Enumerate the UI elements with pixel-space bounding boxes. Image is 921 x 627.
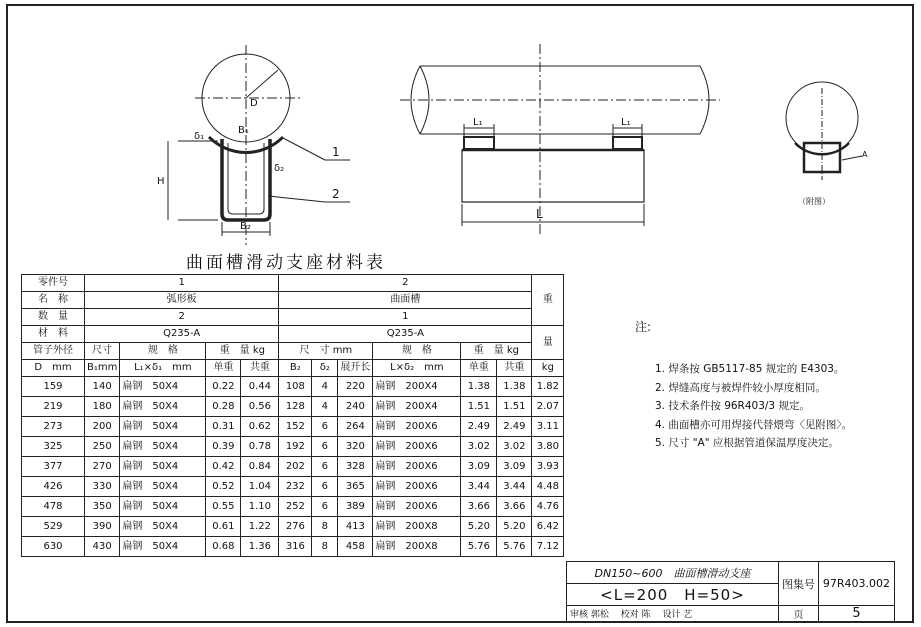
table-cell: 3.02 [497, 437, 532, 457]
table-cell: 1.38 [461, 377, 497, 397]
table-cell: 8 [312, 537, 338, 557]
table-cell: 5.76 [461, 537, 497, 557]
cell: D mm [22, 360, 85, 377]
table-cell: 3.09 [461, 457, 497, 477]
table-cell: 扁钢 200X6 [373, 477, 461, 497]
table-cell: 5.20 [497, 517, 532, 537]
table-cell: 3.44 [461, 477, 497, 497]
cell: 管子外径 [22, 343, 85, 360]
table-cell: 389 [338, 497, 373, 517]
label-L1-left: L₁ [473, 117, 483, 128]
table-cell: 0.52 [206, 477, 241, 497]
table-cell: 扁钢 200X6 [373, 437, 461, 457]
cell: 名 称 [22, 292, 85, 309]
table-cell: 4.76 [532, 497, 564, 517]
table-cell: 276 [279, 517, 312, 537]
label-H: H [157, 176, 165, 187]
cell: 零件号 [22, 275, 85, 292]
table-cell: 扁钢 200X6 [373, 417, 461, 437]
table-cell: 0.55 [206, 497, 241, 517]
table-cell: 扁钢 50X4 [120, 437, 206, 457]
table-cell: 202 [279, 457, 312, 477]
notes-title: 注: [635, 320, 652, 334]
header-row-name [22, 292, 564, 309]
cell: 共重 [497, 360, 532, 377]
table-cell: 180 [85, 397, 120, 417]
table-cell: 1.51 [461, 397, 497, 417]
table-cell: 0.28 [206, 397, 241, 417]
table-row [22, 437, 564, 457]
page-number: 5 [819, 606, 895, 622]
table-cell: 扁钢 50X4 [120, 477, 206, 497]
material-table [21, 274, 564, 557]
drawing-name: DN150~600 曲面槽滑动支座 [567, 562, 779, 584]
table-row [22, 417, 564, 437]
table-cell: 扁钢 50X4 [120, 537, 206, 557]
table-cell: 529 [22, 517, 85, 537]
table-cell: 0.78 [241, 437, 279, 457]
callout-2: 2 [332, 187, 340, 201]
table-cell: 152 [279, 417, 312, 437]
note-item: 4. 曲面槽亦可用焊接代替煨弯〈见附图〉。 [655, 418, 853, 431]
cell: L×δ₂ mm [373, 360, 461, 377]
cell: Q235-A [85, 326, 279, 343]
cell: 尺 寸 mm [279, 343, 373, 360]
label-delta2: δ₂ [274, 163, 285, 174]
cell: 重 [532, 275, 564, 326]
table-cell: 1.22 [241, 517, 279, 537]
table-cell: 140 [85, 377, 120, 397]
table-cell: 1.10 [241, 497, 279, 517]
table-row [22, 397, 564, 417]
cell: δ₂ [312, 360, 338, 377]
cell: kg [532, 360, 564, 377]
table-cell: 4 [312, 377, 338, 397]
table-cell: 8 [312, 517, 338, 537]
table-cell: 426 [22, 477, 85, 497]
table-cell: 0.44 [241, 377, 279, 397]
callout-1: 1 [332, 145, 340, 159]
cell: 单重 [461, 360, 497, 377]
table-cell: 630 [22, 537, 85, 557]
label-B1: B₁ [238, 125, 249, 136]
cell: 规 格 [120, 343, 206, 360]
table-cell: 3.93 [532, 457, 564, 477]
table-cell: 0.84 [241, 457, 279, 477]
table-cell: 128 [279, 397, 312, 417]
table-cell: 扁钢 50X4 [120, 397, 206, 417]
table-cell: 240 [338, 397, 373, 417]
notes-list [655, 360, 852, 453]
table-row [22, 537, 564, 557]
header-row-qty [22, 309, 564, 326]
table-cell: 1.36 [241, 537, 279, 557]
note-item: 3. 技术条件按 96R403/3 规定。 [655, 400, 810, 413]
label-D: D [250, 98, 258, 109]
table-cell: 扁钢 50X4 [120, 457, 206, 477]
table-cell: 扁钢 50X4 [120, 497, 206, 517]
cell: 单重 [206, 360, 241, 377]
appendix-label: （附图） [798, 197, 830, 206]
table-cell: 273 [22, 417, 85, 437]
table-cell: 0.39 [206, 437, 241, 457]
table-cell: 232 [279, 477, 312, 497]
table-cell: 扁钢 50X4 [120, 517, 206, 537]
table-cell: 328 [338, 457, 373, 477]
table-cell: 6 [312, 477, 338, 497]
cell: 曲面槽 [279, 292, 532, 309]
table-cell: 6 [312, 457, 338, 477]
cell: 材 料 [22, 326, 85, 343]
table-cell: 0.22 [206, 377, 241, 397]
table-cell: 5.76 [497, 537, 532, 557]
cell: 弧形板 [85, 292, 279, 309]
cell: 展开长 [338, 360, 373, 377]
table-cell: 1.82 [532, 377, 564, 397]
cell: 尺寸 [85, 343, 120, 360]
table-cell: 4 [312, 397, 338, 417]
cell: 重 量 kg [461, 343, 532, 360]
elevation-view [400, 44, 720, 236]
label-delta1: δ₁ [194, 131, 205, 142]
table-cell: 192 [279, 437, 312, 457]
header-row-part-no [22, 275, 564, 292]
cell: L₁×δ₁ mm [120, 360, 206, 377]
signature-row: 审核 郭松 校对 陈 设计 艺 [567, 606, 779, 622]
page-label: 页 [779, 606, 819, 622]
cell: 2 [85, 309, 279, 326]
cell: 数 量 [22, 309, 85, 326]
header-row-groups [22, 343, 564, 360]
table-cell: 5.20 [461, 517, 497, 537]
cell: 1 [279, 309, 532, 326]
atlas-number: 97R403.002 [819, 562, 895, 606]
cell: 规 格 [373, 343, 461, 360]
table-cell: 365 [338, 477, 373, 497]
table-cell: 270 [85, 457, 120, 477]
table-cell: 3.09 [497, 457, 532, 477]
table-row [22, 377, 564, 397]
header-row-material [22, 326, 564, 343]
drawing-params: <L=200 H=50> [567, 584, 779, 606]
table-cell: 6 [312, 497, 338, 517]
table-cell: 扁钢 200X6 [373, 497, 461, 517]
table-cell: 108 [279, 377, 312, 397]
cell: 量 [532, 326, 564, 360]
table-cell: 219 [22, 397, 85, 417]
table-cell: 扁钢 200X6 [373, 457, 461, 477]
table-cell: 0.62 [241, 417, 279, 437]
table-cell: 264 [338, 417, 373, 437]
label-L1-right: L₁ [621, 117, 631, 128]
table-cell: 2.49 [461, 417, 497, 437]
label-L: L [536, 207, 543, 221]
cell: 2 [279, 275, 532, 292]
table-cell: 6.42 [532, 517, 564, 537]
note-item: 2. 焊缝高度与被焊件较小厚度相同。 [655, 381, 826, 394]
appendix-view [786, 82, 862, 180]
table-cell: 0.42 [206, 457, 241, 477]
table-row [22, 517, 564, 537]
table-cell: 252 [279, 497, 312, 517]
table-cell: 0.61 [206, 517, 241, 537]
table-cell: 3.66 [497, 497, 532, 517]
table-cell: 6 [312, 437, 338, 457]
cell: B₂ [279, 360, 312, 377]
table-cell: 350 [85, 497, 120, 517]
table-cell: 413 [338, 517, 373, 537]
cell: Q235-A [279, 326, 532, 343]
table-cell: 7.12 [532, 537, 564, 557]
table-cell: 1.51 [497, 397, 532, 417]
table-cell: 扁钢 50X4 [120, 417, 206, 437]
table-cell: 330 [85, 477, 120, 497]
cell: 1 [85, 275, 279, 292]
table-cell: 320 [338, 437, 373, 457]
table-cell: 478 [22, 497, 85, 517]
table-cell: 200 [85, 417, 120, 437]
table-cell: 0.56 [241, 397, 279, 417]
header-row-units [22, 360, 564, 377]
cell: 共重 [241, 360, 279, 377]
table-cell: 3.80 [532, 437, 564, 457]
table-cell: 325 [22, 437, 85, 457]
table-cell: 390 [85, 517, 120, 537]
table-cell: 3.11 [532, 417, 564, 437]
table-row [22, 477, 564, 497]
table-title: 曲面槽滑动支座材料表 [186, 253, 386, 273]
note-item: 1. 焊条按 GB5117-85 规定的 E4303。 [655, 363, 845, 375]
table-cell: 3.02 [461, 437, 497, 457]
table-cell: 430 [85, 537, 120, 557]
table-cell: 0.31 [206, 417, 241, 437]
section-view [168, 45, 350, 245]
table-cell: 2.49 [497, 417, 532, 437]
note-item: 5. 尺寸 "A" 应根据管道保温厚度决定。 [655, 437, 839, 450]
table-cell: 扁钢 200X8 [373, 517, 461, 537]
label-B2: B₂ [240, 221, 251, 232]
table-cell: 扁钢 200X8 [373, 537, 461, 557]
table-cell: 扁钢 200X4 [373, 377, 461, 397]
table-cell: 458 [338, 537, 373, 557]
label-A: A [862, 150, 868, 159]
table-cell: 1.04 [241, 477, 279, 497]
title-block [566, 561, 895, 622]
table-cell: 220 [338, 377, 373, 397]
table-row [22, 457, 564, 477]
cell: B₁mm [85, 360, 120, 377]
table-cell: 2.07 [532, 397, 564, 417]
table-row [22, 497, 564, 517]
table-cell: 250 [85, 437, 120, 457]
table-cell: 1.38 [497, 377, 532, 397]
table-cell: 6 [312, 417, 338, 437]
table-cell: 159 [22, 377, 85, 397]
table-body [22, 377, 564, 557]
table-cell: 316 [279, 537, 312, 557]
cell: 重 量 kg [206, 343, 279, 360]
table-cell: 3.44 [497, 477, 532, 497]
table-cell: 0.68 [206, 537, 241, 557]
table-cell: 3.66 [461, 497, 497, 517]
table-cell: 扁钢 50X4 [120, 377, 206, 397]
table-cell: 扁钢 200X4 [373, 397, 461, 417]
table-cell: 4.48 [532, 477, 564, 497]
table-cell: 377 [22, 457, 85, 477]
atlas-label: 图集号 [779, 562, 819, 606]
